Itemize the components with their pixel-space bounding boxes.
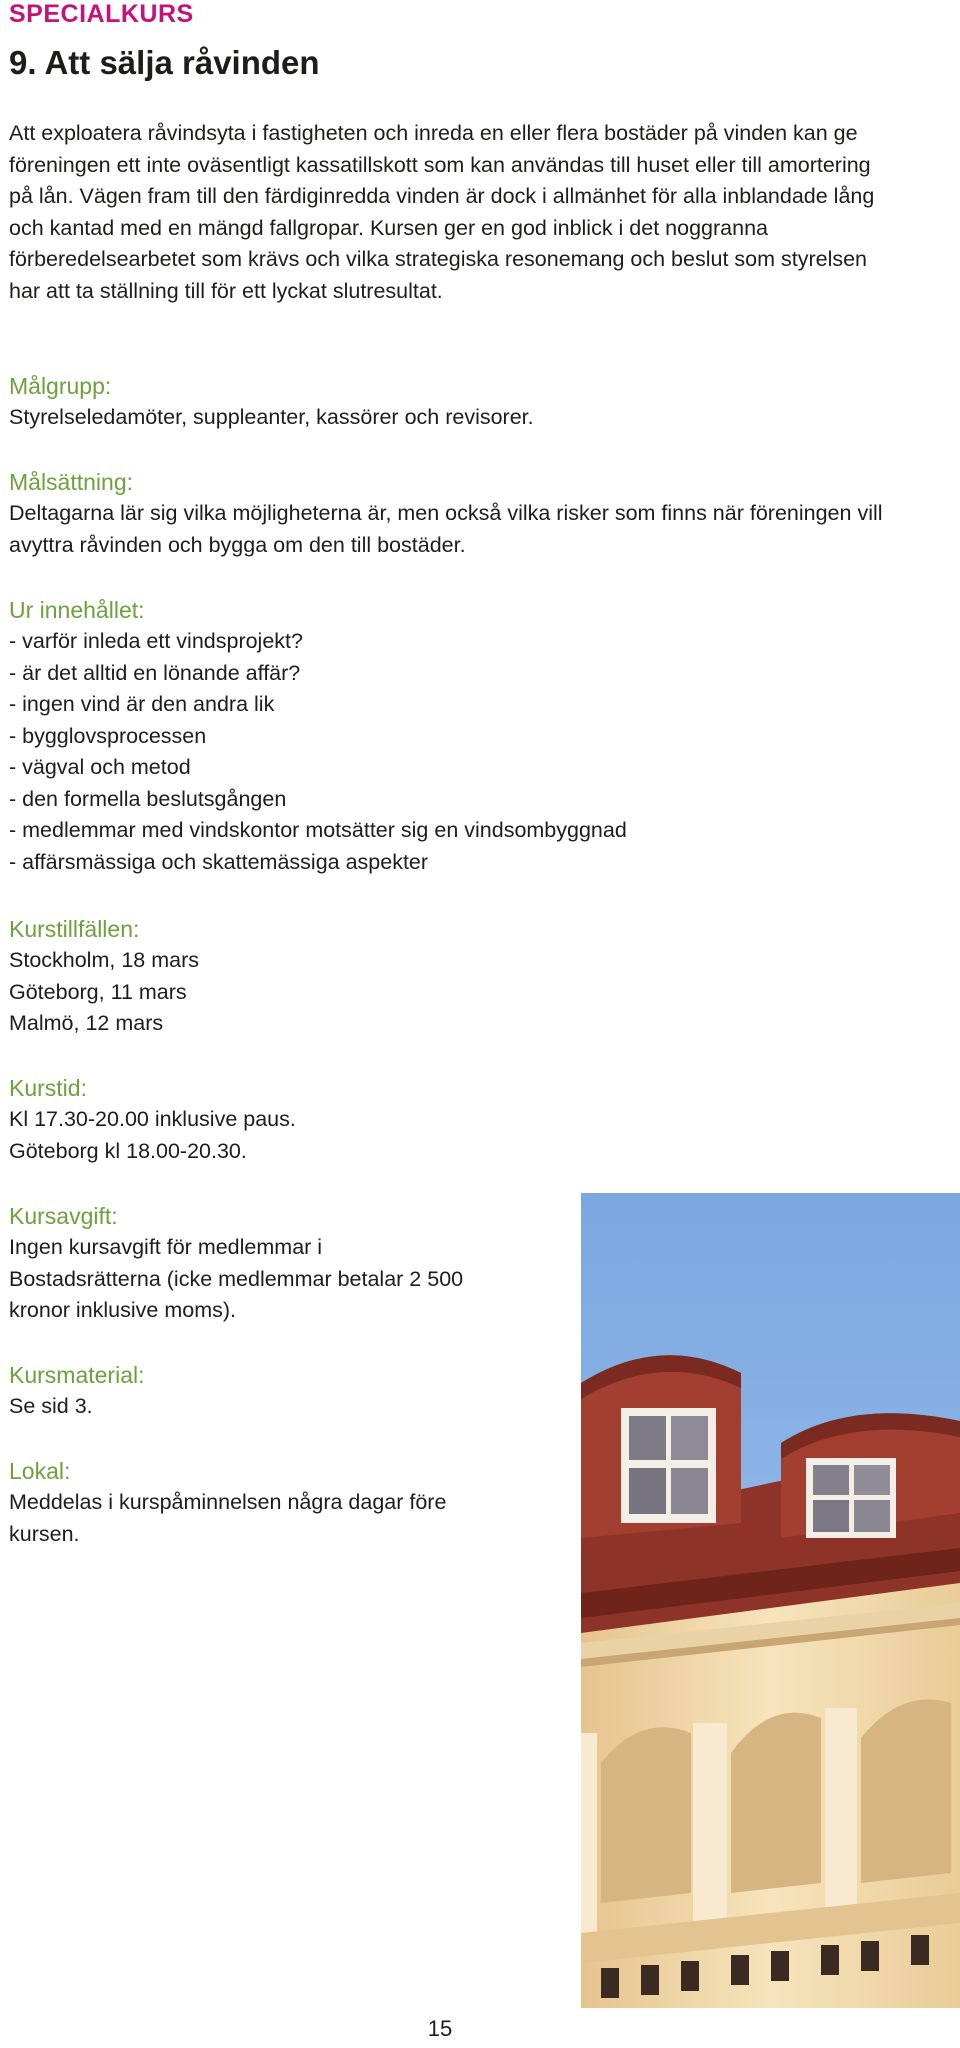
list-item: Göteborg, 11 mars (9, 979, 187, 1004)
section-kursavgift (9, 1200, 479, 1327)
section-lokal (9, 1455, 479, 1550)
section-kurstid (9, 1072, 479, 1167)
list-item: - affärsmässiga och skattemässiga aspekter (9, 849, 429, 874)
page-number: 15 (427, 2016, 453, 2041)
list-item: Kl 17.30-20.00 inklusive paus. (9, 1107, 296, 1131)
section-kicker: SPECIALKURS (9, 0, 194, 28)
kursmaterial-text: Se sid 3. (9, 1394, 93, 1418)
list-item: - den formella beslutsgången (9, 786, 287, 811)
kurstillfallen-list (9, 945, 479, 1040)
innehallet-list (9, 626, 889, 878)
section-malgrupp (9, 370, 889, 434)
list-item: - vägval och metod (9, 755, 191, 779)
list-item: Göteborg kl 18.00-20.30. (9, 1138, 247, 1163)
malgrupp-heading: Målgrupp: (9, 373, 112, 399)
list-item: Malmö, 12 mars (9, 1011, 164, 1035)
kursavgift-heading: Kursavgift: (9, 1203, 118, 1229)
building-photo (581, 1193, 960, 2008)
kurstillfallen-heading: Kurstillfällen: (9, 916, 140, 942)
kursmaterial-heading: Kursmaterial: (9, 1362, 145, 1388)
kurstid-list (9, 1104, 479, 1167)
section-kurstillfallen (9, 913, 479, 1040)
kurstid-heading: Kurstid: (9, 1075, 87, 1101)
page-title: 9. Att sälja råvinden (9, 44, 320, 81)
malgrupp-text: Styrelseledamöter, suppleanter, kassörer och revisorer. (9, 405, 534, 429)
lokal-heading: Lokal: (9, 1458, 71, 1484)
malsattning-text: Deltagarna lär sig vilka möjligheterna är, men också vilka risker som finns när föreningen vill avyttra råvinden och bygga om den till bostäder. (9, 501, 883, 557)
list-item: - medlemmar med vindskontor motsätter sig en vindsombyggnad (9, 818, 627, 842)
list-item: Stockholm, 18 mars (9, 948, 199, 972)
building-photo-illustration (581, 1193, 960, 2008)
innehallet-heading: Ur innehållet: (9, 597, 145, 623)
intro-paragraph: Att exploatera råvindsyta i fastigheten och inreda en eller flera bostäder på vinden kan ge föreningen ett inte oväsentligt kassatillskott som kan användas till huset eller till amortering på lån. Vägen fram till den färdiginredda vinden är dock i allmänhet för alla inblandade lång och kantad med en mängd fallgropar. Kursen ger en god inblick i det noggranna förberedelsearbetet som krävs och vilka strategiska resonemang och beslut som styrelsen har att ta ställning till för ett lyckat slutresultat. (9, 121, 875, 303)
lokal-text: Meddelas i kurspåminnelsen några dagar före kursen. (9, 1490, 447, 1546)
list-item: - ingen vind är den andra lik (9, 692, 275, 716)
section-innehallet (9, 594, 889, 878)
list-item: - bygglovsprocessen (9, 723, 207, 748)
list-item: - är det alltid en lönande affär? (9, 660, 301, 685)
section-kursmaterial (9, 1359, 479, 1423)
section-malsattning (9, 466, 889, 561)
list-item: - varför inleda ett vindsprojekt? (9, 629, 303, 653)
malsattning-heading: Målsättning: (9, 469, 134, 495)
kursavgift-text: Ingen kursavgift för medlemmar i Bostadsrätterna (icke medlemmar betalar 2 500 kronor inklusive moms). (9, 1235, 464, 1322)
